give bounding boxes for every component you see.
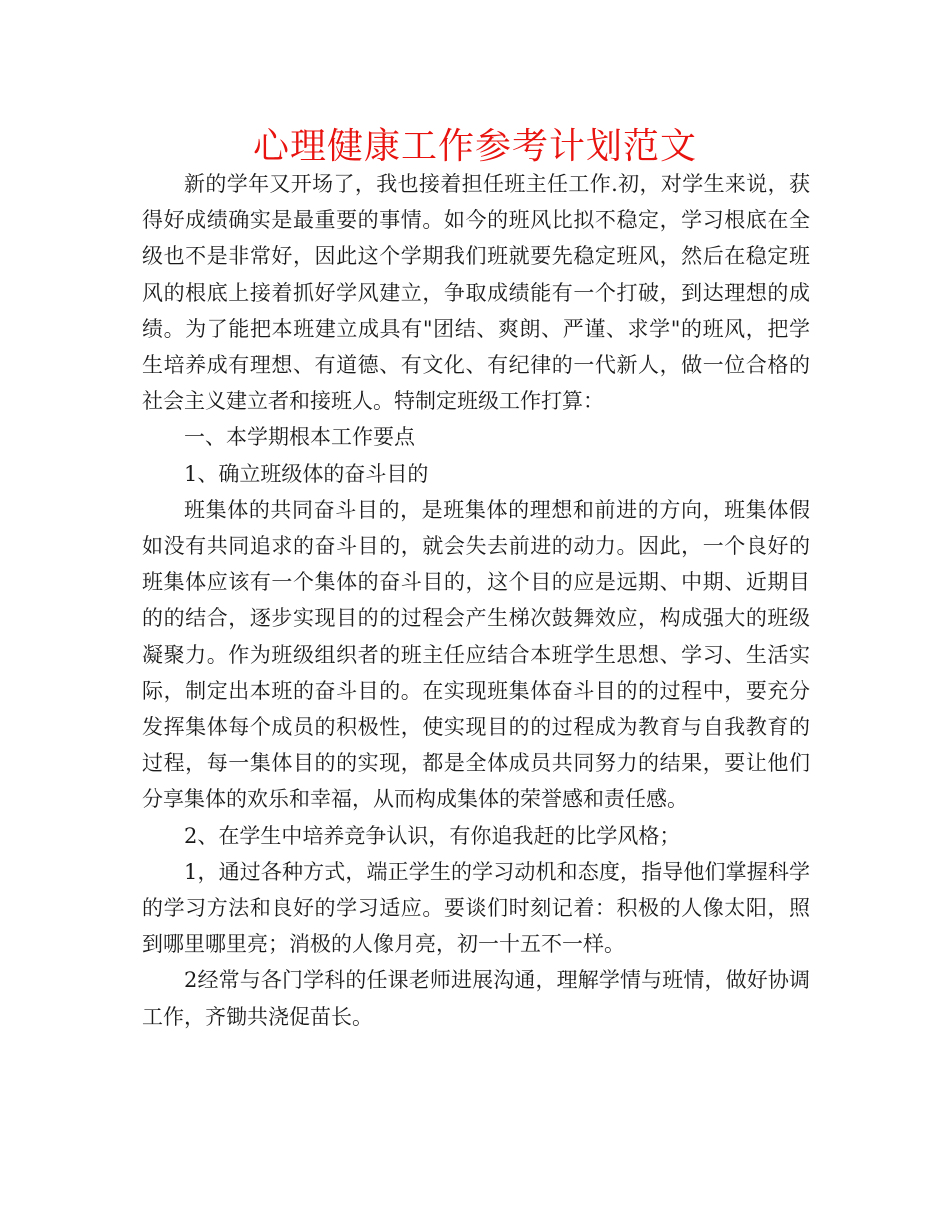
document-body xyxy=(142,166,810,1035)
section-heading-1: 一、本学期根本工作要点 xyxy=(184,425,415,450)
subheading-goal: 1、确立班级体的奋斗目的 xyxy=(184,461,429,486)
paragraph-intro: 新的学年又开场了，我也接着担任班主任工作.初，对学生来说，获得好成绩确实是最重要的事情。如今的班风比拟不稳定，学习根底在全级也不是非常好，因此这个学期我们班就要先稳定班风，然后在稳定班风的根底上接着抓好学风建立，争取成绩能有一个打破，到达理想的成绩。为了能把本班建立成具有"团结、爽朗、严谨、求学"的班风，把学生培养成有理想、有道德、有文化、有纪律的一代新人，做一位合格的社会主义建立者和接班人。特制定班级工作打算： xyxy=(142,172,810,414)
subheading-competition: 2、在学生中培养竞争认识，有你追我赶的比学风格； xyxy=(184,823,681,848)
document-title: 心理健康工作参考计划范文 xyxy=(252,126,697,167)
paragraph-teacher-communication: 2经常与各门学科的任课老师进展沟通，理解学情与班情，做好协调工作，齐锄共浇促苗长。 xyxy=(142,968,810,1029)
paragraph-goal: 班集体的共同奋斗目的，是班集体的理想和前进的方向，班集体假如没有共同追求的奋斗目的，就会失去前进的动力。因此，一个良好的班集体应该有一个集体的奋斗目的，这个目的应是远期、中期、近期目的的结合，逐步实现目的的过程会产生梯次鼓舞效应，构成强大的班级凝聚力。作为班级组织者的班主任应结合本班学生思想、学习、生活实际，制定出本班的奋斗目的。在实现班集体奋斗目的的过程中，要充分发挥集体每个成员的积极性，使实现目的的过程成为教育与自我教育的过程，每一集体目的的实现，都是全体成员共同努力的结果，要让他们分享集体的欢乐和幸福，从而构成集体的荣誉感和责任感。 xyxy=(142,497,810,812)
paragraph-study-methods: 1，通过各种方式，端正学生的学习动机和态度，指导他们掌握科学的学习方法和良好的学习适应。要谈们时刻记着：积极的人像太阳，照到哪里哪里亮；消极的人像月亮，初一十五不一样。 xyxy=(142,859,810,957)
